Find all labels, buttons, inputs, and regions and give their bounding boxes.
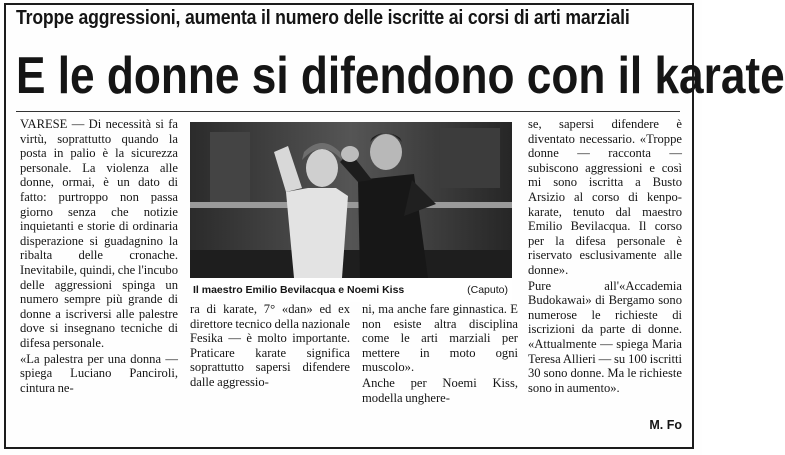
article-kicker: Troppe aggressioni, aumenta il numero delle iscritte ai corsi di arti marziali <box>16 6 630 29</box>
column-2 <box>190 302 350 391</box>
paragraph: «La palestra per una donna — spiega Luciano Panciroli, cintura ne- <box>20 351 178 395</box>
photo-credit: (Caputo) <box>467 284 508 296</box>
paragraph: ra di karate, 7° «dan» ed ex direttore tecnico della nazionale Fesika — è molto importante. Praticare karate significa soprattutto sapersi difendere dalle aggressio- <box>190 302 350 389</box>
column-4 <box>528 117 682 396</box>
photo-caption <box>190 278 512 302</box>
paragraph: Anche per Noemi Kiss, modella unghere- <box>362 375 518 405</box>
column-1 <box>20 117 178 396</box>
caption-text: Il maestro Emilio Bevilacqua e Noemi Kiss <box>193 284 405 296</box>
photo-image <box>190 122 512 278</box>
paragraph: Pure all'«Accademia Budokawai» di Bergamo sono numerose le richieste di iscrizioni da parte di donne. «Attualmente — spiega Maria Teresa Allieri — su 100 iscritti 30 sono donne. Ma le richieste sono in aumento». <box>528 278 682 395</box>
column-3 <box>362 302 518 406</box>
article-photo <box>190 122 512 302</box>
article-title: E le donne si difendono con il karate <box>16 47 785 105</box>
paragraph: VARESE — Di necessità si fa virtù, soprattutto quando la posta in palio è la sicurezza personale. La violenza alle donne, ormai, è un dato di fatto: purtroppo non passa giorno senza che notizie inquietanti e storie di ordinaria disperazione si guadagnino la ribalta delle cronache. Inevitabile, quindi, che l'incubo delle aggressioni spinga un numero sempre più grande di donne a iscriversi alle palestre dove si insegnano tecniche di difesa personale. <box>20 117 178 350</box>
title-divider <box>16 111 680 112</box>
paragraph: se, sapersi difendere è diventato necessario. «Troppe donne — racconta — subiscono aggressioni e così mi sono iscritta a Busto Arsizio al corso di kenpo-karate, tenuto dal maestro Emilio Bevilacqua. Il corso per la difesa personale è riservato esclusivamente alle donne». <box>528 117 682 277</box>
paragraph: ni, ma anche fare ginnastica. E non esiste altra disciplina come le arti marziali per mettere in moto ogni muscolo». <box>362 302 518 375</box>
byline: M. Fo <box>649 418 682 432</box>
